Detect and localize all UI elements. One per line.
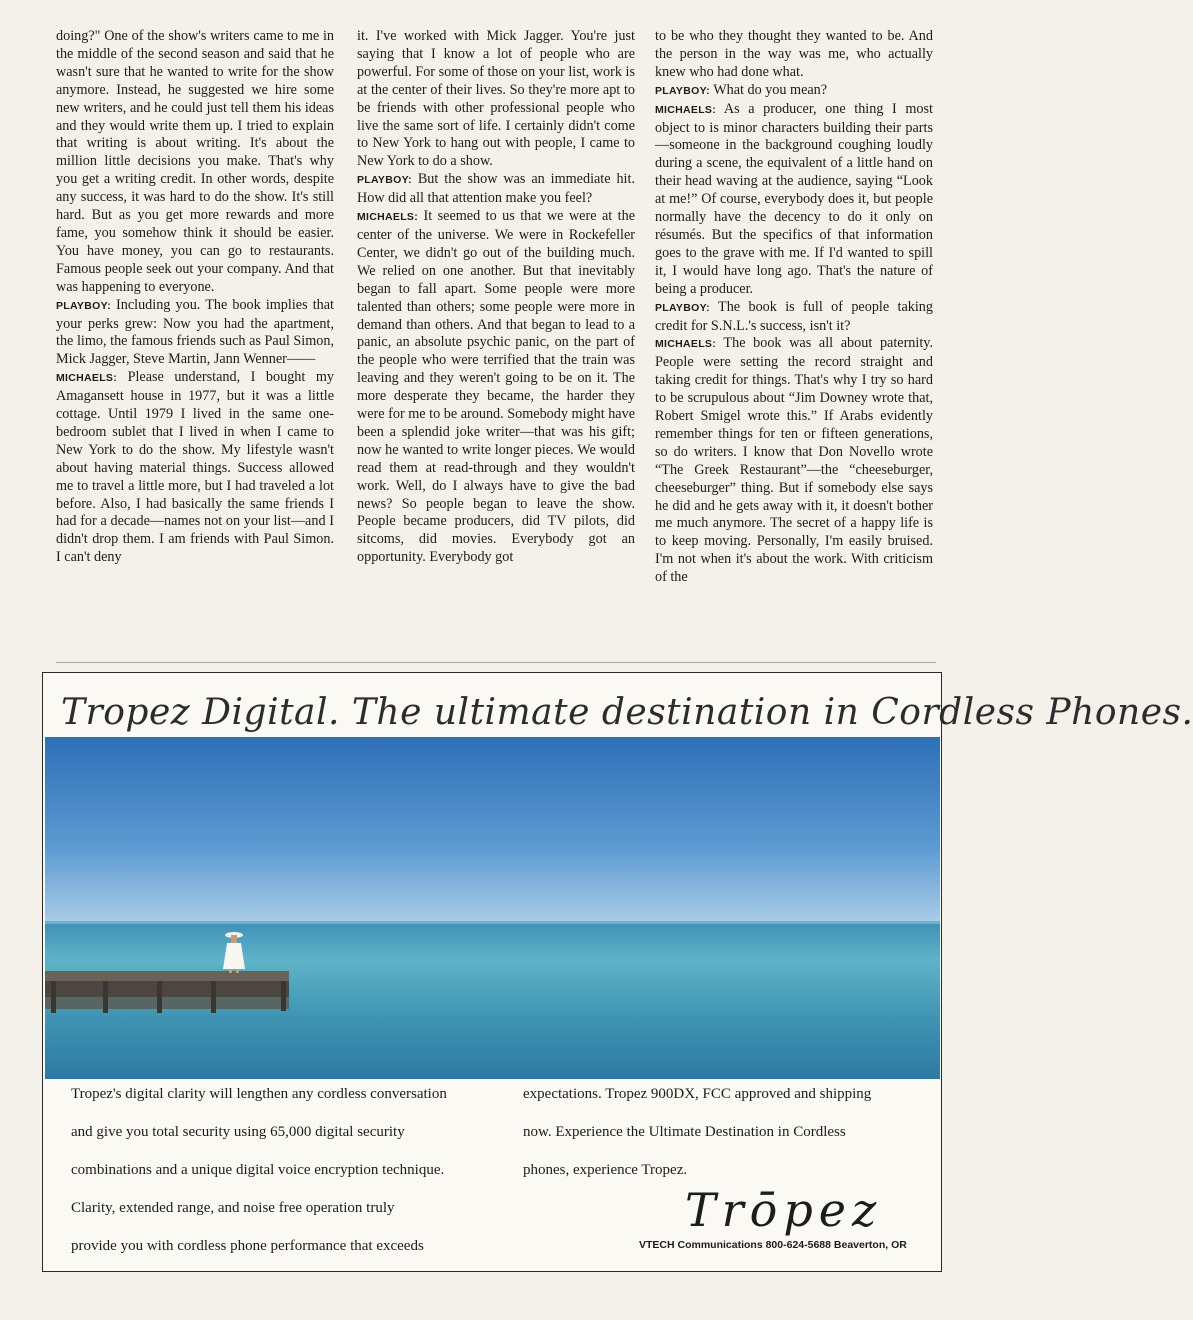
paragraph-text: But the show was an immediate hit. How did all that attention make you feel? [357, 171, 635, 207]
article-divider [56, 662, 936, 663]
ad-headline: Tropez Digital. The ultimate destination in Cordless Phones. [61, 692, 1193, 733]
paragraph-text: What do you mean? [709, 81, 828, 98]
speaker-label: MICHAELS: [357, 211, 419, 224]
article-paragraph [655, 28, 933, 82]
paragraph-text: The book is full of people taking credit for S.N.L.'s success, isn't it? [655, 298, 933, 334]
paragraph-text: Please understand, I bought my Amagansett house in 1977, but it was a little cottage. Until 1979 I lived in the same one-bedroom sublet that I lived in when I came to New York to do the show. My lifestyle wasn't about having material things. Success allowed me to travel a little more, but I had traveled a lot before. Also, I had basically the same friends I had for a decade—names not on your list—and I didn't drop them. I am friends with Paul Simon. I can't deny [56, 369, 334, 566]
ad-photo-beach-pier [45, 737, 940, 1079]
article-column-2 [357, 28, 635, 656]
pier [45, 971, 289, 1013]
ad-body-right: expectations. Tropez 900DX, FCC approved and shipping now. Experience the Ultimate Destination in Cordless phones, experience Tropez. [523, 1086, 872, 1178]
article-paragraph [357, 208, 635, 567]
article-paragraph [56, 28, 334, 297]
article-column-3 [655, 28, 933, 656]
paragraph-text: The book was all about paternity. People were setting the record straight and taking credit for things. That's why I try so hard to be scrupulous about “Jim Downey wrote that, Robert Smigel wrote this.” If Arabs evidently remember things for ten or fifteen generations, so do writers. I know that Don Novello wrote “The Greek Restaurant”—the “cheeseburger, cheeseburger” thing. But if somebody else says he did and he gets away with it, it doesn't bother me much anymore. The secret of a happy life is to keep moving. Personally, I'm easily bruised. I'm not when it's about the work. With criticism of the [655, 335, 933, 586]
speaker-label: PLAYBOY: [655, 84, 710, 97]
article-paragraph [655, 82, 933, 101]
article-paragraph [655, 101, 933, 299]
paragraph-text: to be who they thought they wanted to be. And the person in the way was me, who actually knew who had done what. [655, 28, 933, 80]
article-paragraph [357, 171, 635, 208]
article-paragraph [655, 335, 933, 587]
paragraph-text: As a producer, one thing I most object to is minor characters building their parts—someone in the background coughing loudly during a scene, the equivalent of a little hand on their head waving at the audience, saying “Look at me!” Of course, everybody does it, but people normally have the decency to do it only on résumés. But the specifics of that information goes to the grave with me. If I'd wanted to spill it, I would have long ago. That's the nature of being a producer. [655, 100, 933, 297]
paragraph-text: doing?" One of the show's writers came to me in the middle of the second season and said that he wasn't sure that he wanted to write for the show anymore. Instead, he suggested we hire some new writers, and he could just tell them his ideas and they would write them up. I tried to explain that writing is about writing. It's about the million little decisions you make. That's why you get a writing credit. In other words, despite any success, it was hard to do the show. It's still hard. But as you get more rewards and more fame, you somehow think it should be easier. You have money, you can go to restaurants. Famous people seek out your company. And that was happening to everyone. [56, 28, 334, 295]
article-column-1 [56, 28, 334, 656]
paragraph-text: it. I've worked with Mick Jagger. You're just saying that I know a lot of people who are powerful. For some of those on your list, work is at the center of their lives. So they're more apt to be friends with other professional people who live the same sort of life. I certainly didn't come to New York to hang out with people, I came to New York to do a show. [357, 28, 635, 170]
speaker-label: PLAYBOY: [56, 299, 111, 312]
speaker-label: MICHAELS: [655, 103, 717, 116]
paragraph-text: Including you. The book implies that your perks grew: Now you had the apartment, the limo, the famous friends such as Paul Simon, Mick Jagger, Steve Martin, Jann Wenner—— [56, 296, 334, 368]
article-paragraph [56, 369, 334, 567]
speaker-label: MICHAELS: [655, 338, 717, 351]
ad-contact-line: VTECH Communications 800-624-5688 Beaverton, OR [639, 1239, 907, 1251]
tropez-advertisement [42, 672, 1193, 1272]
article-paragraph [357, 28, 635, 171]
article-paragraph [56, 297, 334, 370]
speaker-label: PLAYBOY: [357, 174, 412, 187]
speaker-label: PLAYBOY: [655, 301, 710, 314]
tropez-logo: Trōpez [685, 1183, 883, 1237]
paragraph-text: It seemed to us that we were at the center of the universe. We were in Rockefeller Center, we didn't go out of the building much. We relied on one another. But that inevitably began to fall apart. Some people were more talented than others; some people were more in demand than others. And that began to lead to a panic, an absolute psychic panic, on the part of the people who were terrified that the train was leaving and they weren't going to be on it. The more desperate they became, the harder they were for me to be around. Somebody might have been a splendid joke writer—that was his gift; now he wanted to write longer pieces. We would read them at read-through and they wouldn't work. Well, do I always have to give the bad news? So people began to leave the show. People became producers, did TV pilots, did sitcoms, did movies. Everybody got an opportunity. Everybody got [357, 208, 635, 566]
article-paragraph [655, 299, 933, 336]
speaker-label: MICHAELS: [56, 372, 118, 385]
ad-body-left: Tropez's digital clarity will lengthen any cordless conversation and give you total security using 65,000 digital security combinations and a unique digital voice encryption technique. Clarity, extended range, and noise free operation truly provide you with cordless phone performance that exceeds [71, 1086, 447, 1254]
